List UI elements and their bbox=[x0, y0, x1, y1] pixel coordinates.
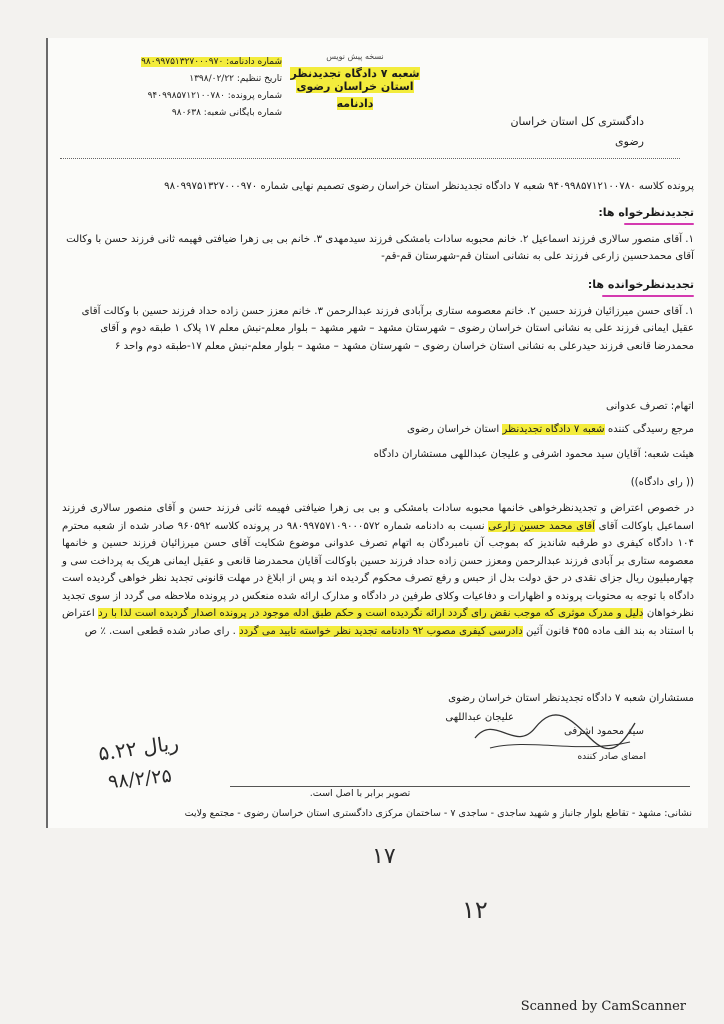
reviewer-suffix: استان خراسان رضوی bbox=[406, 424, 500, 435]
issuer-label: امضای صادر کننده bbox=[577, 752, 646, 762]
handwritten-note-2: ۹۸/۲/۲۵ bbox=[107, 764, 173, 794]
ruling-part-2: نسبت به دادنامه شماره ۹۸۰۹۹۷۵۷۱۰۹۰۰۰۵۷۲ در پرونده کلاسه ۹۶۰۵۹۲ صادر شده از شعبه محترم ۱۰۴ دادگاه کیفری دو طرقبه شاندیز که بموجب آن نامبردگان به اتهام تصرف عدوانی موضوع شکایت آقای حسن میرزائیان فرزند حسین و خانمها معصومه ستاری بر آبادی فرزند عبدالرحمن ومعزز حسن زاده حداد فرزند حسین باوکالت آقایان محمدرضا قانعی و عقیل ایمانی هریک به پرداخت سی و چهارمیلیون ریال جزای نقدی در حق دولت بدل از حبس و رفع تصرف محکوم گردیده اند و پس از ابلاغ در مهلت قانونی تجدید نظر خواهی گردیده است دادگاه با توجه به محتویات پرونده و اظهارات و دفاعیات وکلای طرفین در دادگاه و مدارک ارائه شده منعکس در پرونده ملاحظه می گردد از سوی تجدید نظرخواهان bbox=[62, 520, 694, 619]
ruling-highlight-3: دادرسی کیفری مصوب ۹۲ دادنامه تجدید نظر خواسته تایید می گردد bbox=[239, 625, 523, 637]
pink-underline bbox=[624, 223, 694, 225]
ruling-part-3: اعتراض با استناد به بند الف ماده ۴۵۵ قانون آئین bbox=[62, 608, 694, 637]
respondents-heading: تجدیدنظرخوانده ها: bbox=[587, 278, 694, 291]
pink-underline bbox=[602, 295, 694, 297]
page-number: ۱۲ bbox=[462, 896, 488, 924]
reviewer-line bbox=[62, 421, 694, 439]
footer-address: نشانی: مشهد - تقاطع بلوار جانباز و شهید ساجدی - ساجدی ۷ - ساختمان مرکزی دادگستری استان خراسان رضوی - مجتمع ولایت bbox=[184, 808, 692, 819]
signatory-1: سید محمود اشرفی bbox=[563, 726, 644, 737]
verdict-number: شماره دادنامه: ۹۸۰۹۹۷۵۱۳۲۷۰۰۰۹۷۰ bbox=[141, 57, 282, 67]
respondents-section bbox=[62, 276, 694, 355]
scanner-watermark: Scanned by CamScanner bbox=[520, 999, 686, 1014]
ruling-part-4: . رای صادر شده قطعی است. ٪ ص bbox=[84, 625, 236, 637]
ruling-highlight-2: دلیل و مدرک موثری که موجب نقض رای گردد ارائه نگردیده است و حکم طبق ادله موجود در پرونده اصدار گردیده است لذا با رد bbox=[98, 608, 644, 619]
issue-date: تاریخ تنظیم: ۱۳۹۸/۰۲/۲۲ bbox=[189, 74, 282, 84]
certified-copy: تصویر برابر با اصل است. bbox=[309, 788, 411, 799]
case-number: شماره پرونده: ۹۴۰۹۹۸۵۷۱۲۱۰۰۷۸۰ bbox=[147, 91, 282, 101]
reviewer-prefix: مرجع رسیدگی کننده bbox=[607, 424, 694, 435]
appellants-section bbox=[62, 204, 694, 266]
verdict-meta bbox=[72, 54, 282, 122]
handwritten-note-1: ۵.۲۲ ریال bbox=[96, 730, 181, 766]
copy-label: نسخه پیش نویس bbox=[326, 52, 384, 61]
case-reference: پرونده کلاسه ۹۴۰۹۹۸۵۷۱۲۱۰۰۷۸۰ شعبه ۷ دادگاه تجدیدنظر استان خراسان رضوی تصمیم نهایی شماره ۹۸۰۹۹۷۵۱۳۲۷۰۰۰۹۷۰ bbox=[164, 181, 694, 192]
ruling-heading: (( رای دادگاه)) bbox=[630, 477, 694, 488]
archive-number: شماره بایگانی شعبه: ۹۸۰۶۳۸ bbox=[171, 108, 282, 118]
ruling-highlight-1: آقای محمد حسین زارعی bbox=[488, 520, 595, 532]
reviewer-branch: شعبه ۷ دادگاه تجدیدنظر bbox=[502, 424, 605, 435]
respondents-text: ۱. آقای حسن میرزائیان فرزند حسین ۲. خانم معصومه ستاری برآبادی فرزند عبدالرحمن ۳. خانم معزز حسن زاده حداد فرزند حسین با وکالت آقای عقیل ایمانی فرزند علی به نشانی استان خراسان رضوی – شهرستان مشهد – شهر مشهد – بلوار معلم-نبش معلم ۱۷ پلاک ۱ طبقه دوم و آقای محمدرضا قانعی فرزند حیدرعلی به نشانی استان خراسان رضوی – شهرستان مشهد – مشهد – بلوار معلم-نبش معلم ۱۷-طبقه دوم واحد ۶ bbox=[81, 305, 694, 352]
court-name bbox=[494, 112, 644, 152]
councilors-line: مستشاران شعبه ۷ دادگاه تجدیدنظر استان خراسان رضوی bbox=[448, 693, 694, 704]
charge: اتهام: تصرف عدوانی bbox=[605, 401, 694, 412]
handwritten-signature bbox=[470, 708, 640, 758]
doc-type-title: دادنامه bbox=[336, 97, 374, 110]
court-line-1: دادگستری کل استان خراسان bbox=[510, 115, 644, 128]
ruling-text bbox=[62, 500, 694, 640]
ruling-part-1: در خصوص اعتراض و تجدیدنظرخواهی خانمها محبوبه سادات بامشکی و بی بی زهرا ضیافتی فهیمه ثانی فرزند حسن و آقای منصور سالاری فرزند اسماعیل باوکالت آقای bbox=[62, 503, 694, 532]
center-heading bbox=[280, 52, 430, 110]
signatory-2: علیجان عبداللهی bbox=[445, 712, 514, 723]
appellants-heading: تجدیدنظرخواه ها: bbox=[598, 206, 694, 219]
appellants-text: ۱. آقای منصور سالاری فرزند اسماعیل ۲. خانم محبوبه سادات بامشکی فرزند سیدمهدی ۳. خانم بی بی زهرا ضیافتی فهیمه ثانی فرزند حسن با وکالت آقای محمدحسین زارعی فرزند علی به نشانی استان قم-شهرستان قم-قم- bbox=[66, 233, 694, 262]
footer-divider bbox=[230, 786, 690, 787]
court-line-2: رضوی bbox=[615, 135, 644, 148]
handwritten-mark: ۱۷ bbox=[372, 844, 396, 869]
panel-members: هیئت شعبه: آقایان سید محمود اشرفی و علیجان عبداللهی مستشاران دادگاه bbox=[373, 449, 694, 460]
branch-title: شعبه ۷ دادگاه تجدیدنظر استان خراسان رضوی bbox=[290, 67, 420, 93]
header-divider bbox=[60, 158, 680, 159]
